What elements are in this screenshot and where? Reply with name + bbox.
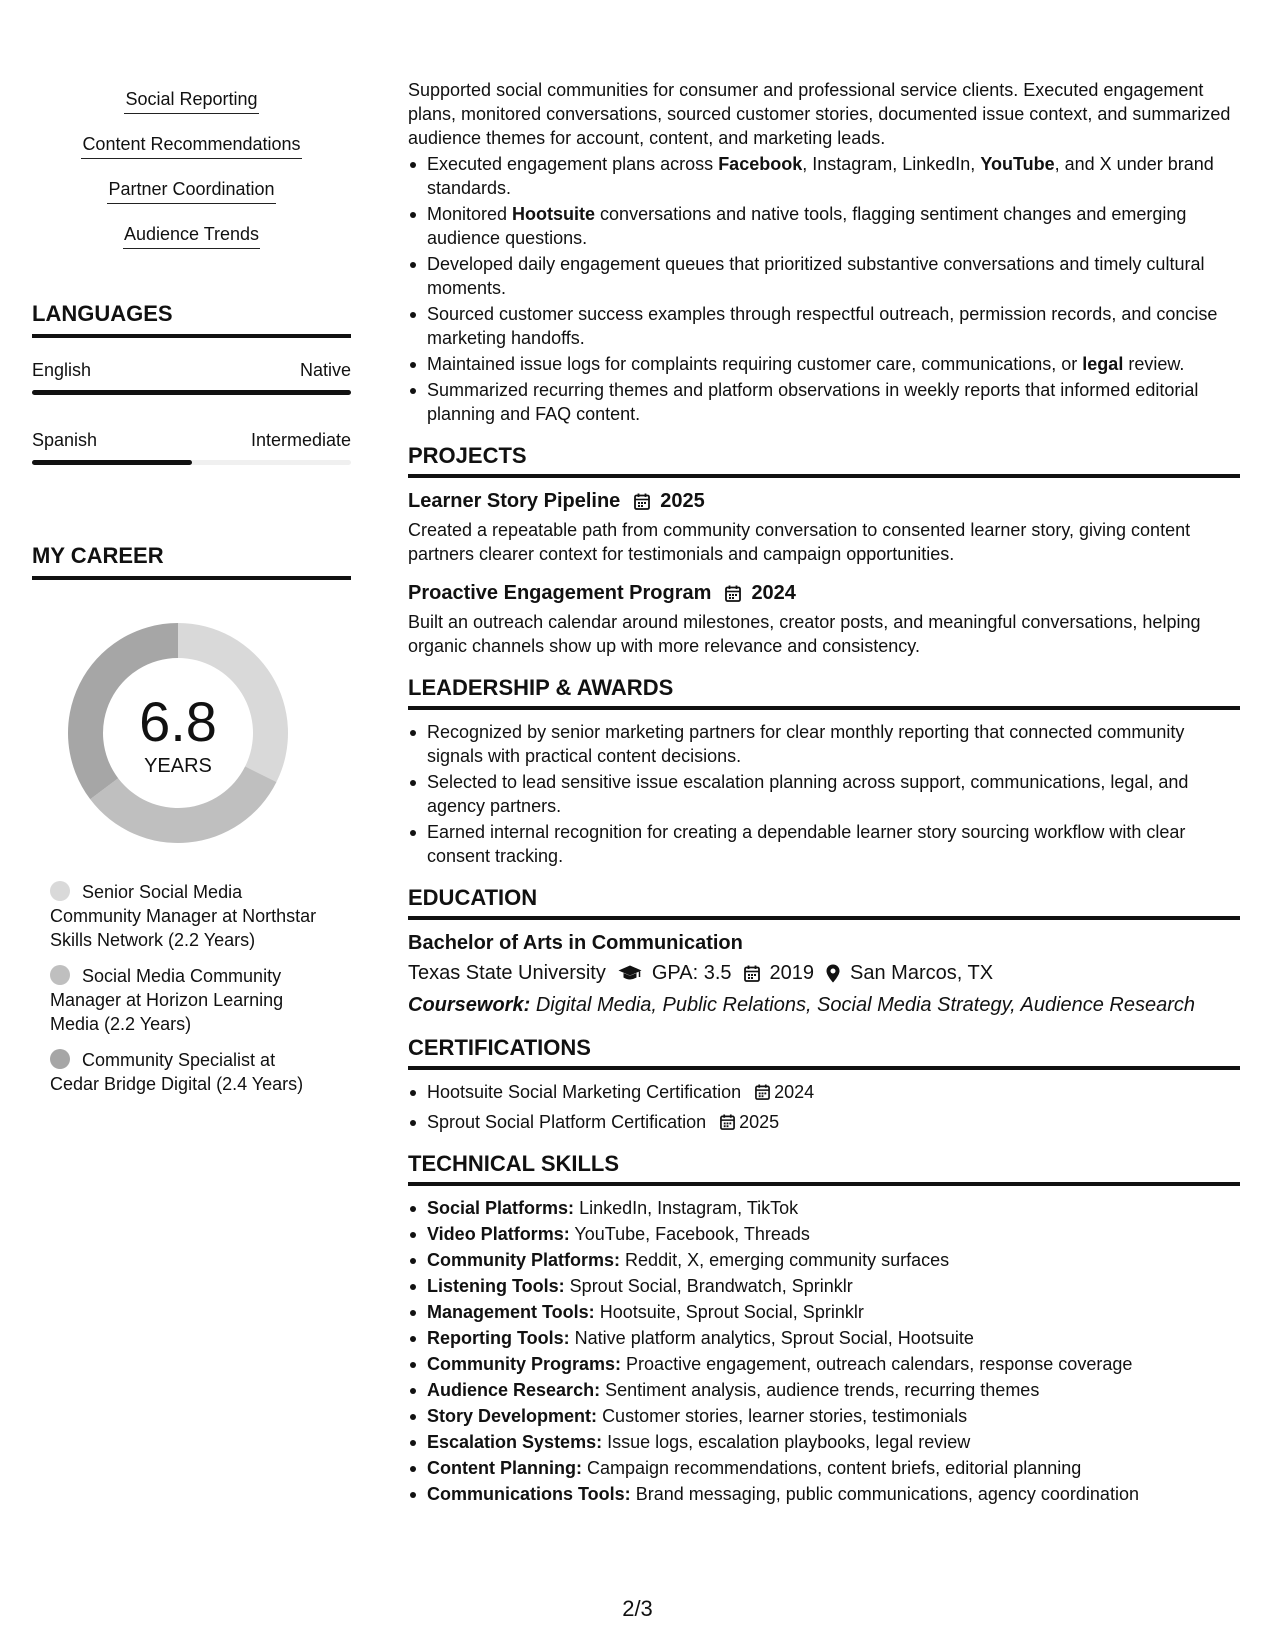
skill-label: Story Development: [427,1406,598,1426]
tag-item: Content Recommendations [81,131,301,159]
career-legend-text: Social Media Community Manager at Horizon Learning Media (2.2 Years) [50,966,284,1034]
certification-name: Sprout Social Platform Certification [427,1112,707,1132]
language-proficiency-fill [32,390,351,395]
language-proficiency-bar [32,460,351,465]
calendar-icon [755,1084,770,1100]
calendar-icon [744,965,760,982]
skill-value: YouTube, Facebook, Threads [574,1224,810,1244]
project-description: Created a repeatable path from community conversation to consented learner story, giving content partners clearer context for testimonials and campaign opportunities. [408,520,1191,564]
languages-heading: LANGUAGES [32,300,351,338]
coursework [408,992,1240,1018]
leadership-item: Selected to lead sensitive issue escalation planning across support, communications, legal, and agency partners. [408,770,1240,818]
skill-label: Community Programs: [427,1354,622,1374]
bullet-keyword: Hootsuite [512,204,596,224]
leadership-heading: LEADERSHIP & AWARDS [408,674,1240,710]
graduation-cap-icon [618,965,642,982]
skill-label: Escalation Systems: [427,1432,603,1452]
experience-bullet [408,252,1240,300]
career-legend-item [50,880,320,952]
project-year: 2025 [660,490,705,512]
bullet-text: , and X under brand standards. [427,154,1214,198]
language-item [32,358,351,395]
career-legend-text: Senior Social Media Community Manager at Northstar Skills Network (2.2 Years) [50,882,317,950]
certification-name: Hootsuite Social Marketing Certification [427,1082,742,1102]
bullet-text: Developed daily engagement queues that prioritized substantive conversations and timely cultural moments. [427,254,1205,298]
map-pin-icon [826,964,840,983]
main-content [408,78,1240,1506]
bullet-text: , Instagram, LinkedIn, [802,154,981,174]
skill-label: Content Planning: [427,1458,582,1478]
skill-value: Campaign recommendations, content briefs, editorial planning [587,1458,1082,1478]
skill-label: Management Tools: [427,1302,595,1322]
skill-value: Sentiment analysis, audience trends, recurring themes [605,1380,1040,1400]
experience-bullets [408,152,1240,426]
education-details [408,960,1240,986]
language-name: English [32,360,92,380]
school-location: San Marcos, TX [850,962,994,984]
school-name: Texas State University [408,962,606,984]
experience-bullet [408,378,1240,426]
tag-item: Social Reporting [124,86,258,114]
skill-label: Social Platforms: [427,1198,575,1218]
skill-item [408,1352,1240,1376]
certification-item [408,1080,1240,1104]
leadership-item: Recognized by senior marketing partners for clear monthly reporting that connected community signals with practical content decisions. [408,720,1240,768]
calendar-icon [720,1114,735,1130]
skill-item [408,1248,1240,1272]
legend-dot [50,965,70,985]
skill-label: Reporting Tools: [427,1328,570,1348]
skill-value: Customer stories, learner stories, testimonials [602,1406,968,1426]
certification-year: 2024 [774,1082,815,1102]
skill-value: Hootsuite, Sprout Social, Sprinklr [599,1302,864,1322]
certification-year: 2025 [739,1112,780,1132]
skill-item [408,1378,1240,1402]
tag-item: Audience Trends [123,221,260,249]
certification-item [408,1110,1240,1134]
career-total-years: 6.8 [139,690,217,753]
skill-label: Video Platforms: [427,1224,570,1244]
bullet-text: Monitored [427,204,513,224]
calendar-icon [725,585,741,602]
skill-value: Issue logs, escalation playbooks, legal review [607,1432,971,1452]
skills-heading: TECHNICAL SKILLS [408,1150,1240,1186]
skill-value: Sprout Social, Brandwatch, Sprinklr [569,1276,853,1296]
project-year: 2024 [751,582,796,604]
bullet-keyword: YouTube [980,154,1055,174]
skill-value: Native platform analytics, Sprout Social, Hootsuite [574,1328,974,1348]
language-item [32,428,351,465]
skill-label: Audience Research: [427,1380,601,1400]
leadership-item: Earned internal recognition for creating a dependable learner story sourcing workflow with clear consent tracking. [408,820,1240,868]
language-name: Spanish [32,430,98,450]
legend-dot [50,881,70,901]
skill-value: Proactive engagement, outreach calendars, response coverage [626,1354,1133,1374]
skill-item [408,1222,1240,1246]
skill-item [408,1482,1240,1506]
skill-item [408,1456,1240,1480]
legend-dot [50,1049,70,1069]
skill-value: Reddit, X, emerging community surfaces [625,1250,950,1270]
projects-heading: PROJECTS [408,442,1240,478]
language-proficiency-fill [32,460,192,465]
project-name: Proactive Engagement Program [408,582,712,604]
experience-bullet [408,152,1240,200]
career-heading: MY CAREER [32,542,351,580]
skill-item [408,1430,1240,1454]
bullet-text: Summarized recurring themes and platform observations in weekly reports that informed editorial planning and FAQ content. [427,380,1199,424]
project-item [408,580,1240,658]
language-level: Intermediate [250,430,351,450]
leadership-list [408,720,1240,868]
skill-item [408,1404,1240,1428]
skill-item [408,1300,1240,1324]
bullet-keyword: legal [1082,354,1124,374]
coursework-list: Digital Media, Public Relations, Social Media Strategy, Audience Research [535,994,1196,1016]
degree-name: Bachelor of Arts in Communication [408,932,743,954]
experience-bullet [408,302,1240,350]
bullet-text: Sourced customer success examples through respectful outreach, permission records, and concise marketing handoffs. [427,304,1218,348]
skill-label: Communications Tools: [427,1484,631,1504]
education-heading: EDUCATION [408,884,1240,920]
career-total-unit: YEARS [144,755,212,777]
skill-value: Brand messaging, public communications, agency coordination [635,1484,1139,1504]
project-name: Learner Story Pipeline [408,490,621,512]
graduation-year: 2019 [769,962,815,984]
bullet-text: Executed engagement plans across [427,154,719,174]
career-legend-item [50,1048,320,1096]
gpa: GPA: 3.5 [651,962,732,984]
calendar-icon [634,493,650,510]
certifications-list [408,1080,1240,1134]
skill-item [408,1274,1240,1298]
bullet-keyword: Facebook [718,154,803,174]
bullet-text: conversations and native tools, flagging sentiment changes and emerging audience questions. [427,204,1187,248]
skill-label: Listening Tools: [427,1276,565,1296]
skills-list [408,1196,1240,1506]
skill-item [408,1196,1240,1220]
project-description: Built an outreach calendar around milestones, creator posts, and meaningful conversations, helping organic channels show up with more relevance and consistency. [408,612,1201,656]
certifications-heading: CERTIFICATIONS [408,1034,1240,1070]
language-proficiency-bar [32,390,351,395]
page-number: 2/3 [622,1596,653,1621]
career-legend-text: Community Specialist at Cedar Bridge Digital (2.4 Years) [50,1050,304,1094]
career-legend [50,880,320,1108]
tag-item: Partner Coordination [107,176,275,204]
skill-value: LinkedIn, Instagram, TikTok [579,1198,799,1218]
experience-bullet [408,202,1240,250]
language-level: Native [299,360,351,380]
experience-summary: Supported social communities for consumer and professional service clients. Executed engagement plans, monitored conversations, sourced customer stories, documented issue context, and summarized audience themes for account, content, and marketing leads. [408,80,1231,148]
coursework-label: Coursework: [408,994,531,1016]
career-donut-chart [65,620,291,846]
bullet-text: Maintained issue logs for complaints requiring customer care, communications, or [427,354,1083,374]
experience-bullet [408,352,1240,376]
strength-tags [32,86,351,266]
skill-label: Community Platforms: [427,1250,621,1270]
career-legend-item [50,964,320,1036]
bullet-text: review. [1123,354,1185,374]
skill-item [408,1326,1240,1350]
project-item [408,488,1240,566]
